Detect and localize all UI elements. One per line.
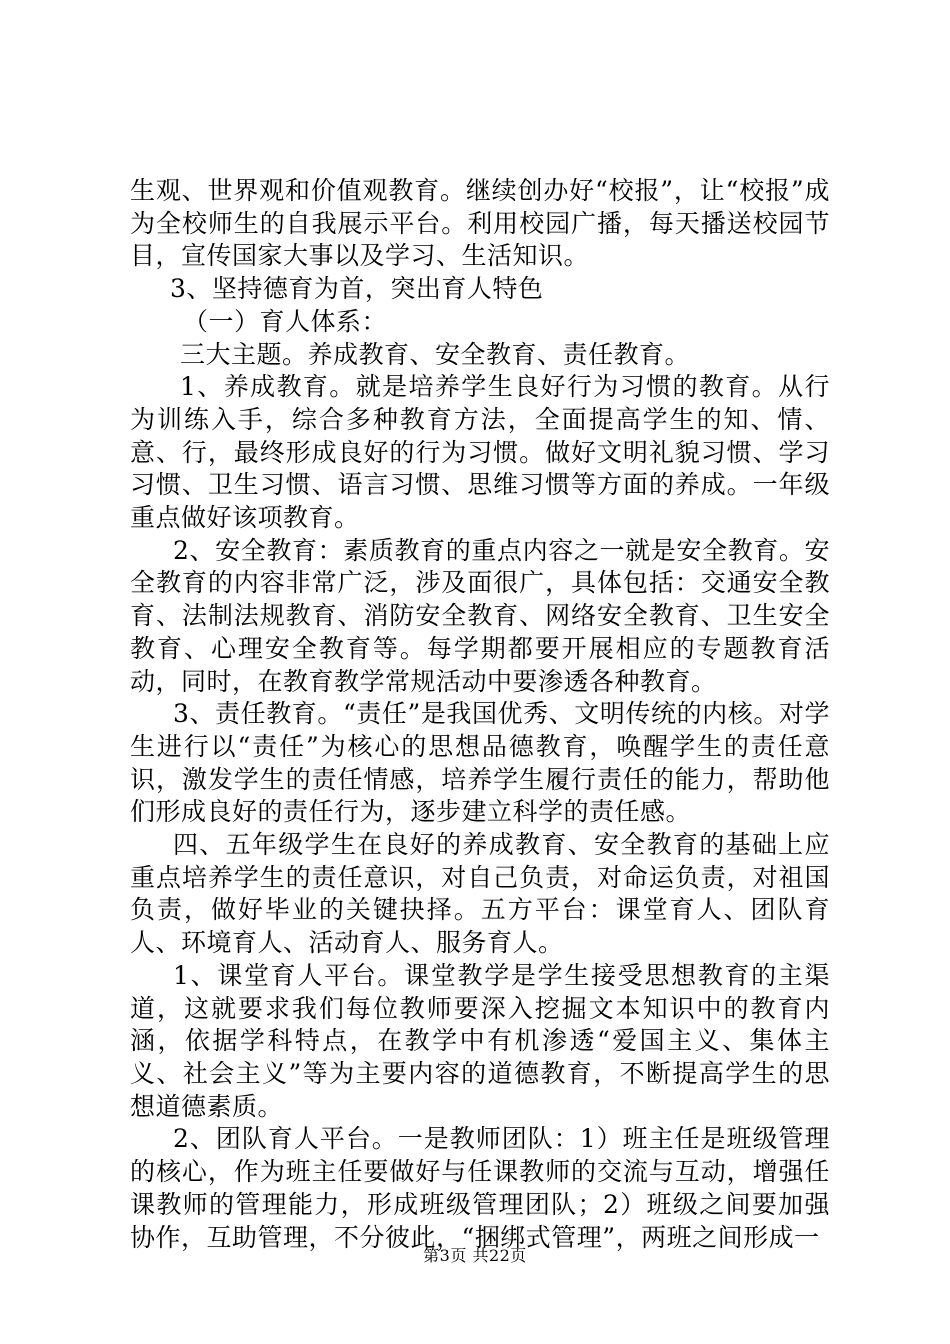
paragraph-safety-education: 2、安全教育：素质教育的重点内容之一就是安全教育。安全教育的内容非常广泛，涉及面很广，具体包括：交通安全教育、法制法规教育、消防安全教育、网络安全教育、卫生安全教育、心理安全教育等。每学期都要开展相应的专题教育活动，同时，在教育教学常规活动中要渗透各种教育。 <box>130 535 830 696</box>
paragraph-habit-education: 1、养成教育。就是培养学生良好行为习惯的教育。从行为训练入手，综合多种教育方法，全面提高学生的知、情、意、行，最终形成良好的行为习惯。做好文明礼貌习惯、学习习惯、卫生习惯、语言习惯、思维习惯等方面的养成。一年级重点做好该项教育。 <box>130 372 830 533</box>
paragraph-team-platform: 2、团队育人平台。一是教师团队：1）班主任是班级管理的核心，作为班主任要做好与任课教师的交流与互动，增强任课教师的管理能力，形成班级管理团队；2）班级之间要加强协作，互助管理，不分彼此，“捆绑式管理”，两班之间形成一 <box>130 1124 830 1252</box>
paragraph-three-themes: 三大主题。养成教育、安全教育、责任教育。 <box>180 339 691 369</box>
heading-moral-education: 3、坚持德育为首，突出育人特色 <box>170 274 544 304</box>
paragraph-grade-four-five: 四、五年级学生在良好的养成教育、安全教育的基础上应重点培养学生的责任意识，对自己负责，对命运负责，对祖国负责，做好毕业的关键抉择。五方平台：课堂育人、团队育人、环境育人、活动育人、服务育人。 <box>130 830 830 958</box>
paragraph-values-education: 生观、世界观和价值观教育。继续创办好“校报”，让“校报”成为全校师生的自我展示平台。利用校园广播，每天播送校园节目，宣传国家大事以及学习、生活知识。 <box>130 176 830 271</box>
paragraph-responsibility-education: 3、责任教育。“责任”是我国优秀、文明传统的内核。对学生进行以“责任”为核心的思想品德教育，唤醒学生的责任意识，激发学生的责任情感，培养学生履行责任的能力，帮助他们形成良好的责任行为，逐步建立科学的责任感。 <box>130 699 830 827</box>
document-body <box>130 175 830 1254</box>
heading-education-system: （一）育人体系： <box>183 306 388 336</box>
page-number-footer: 第3页 共22页 <box>423 1246 527 1265</box>
paragraph-classroom-platform: 1、课堂育人平台。课堂教学是学生接受思想教育的主渠道，这就要求我们每位教师要深入挖掘文本知识中的教育内涵，依据学科特点，在教学中有机渗透“爱国主义、集体主义、社会主义”等为主要内容的道德教育，不断提高学生的思想道德素质。 <box>130 960 830 1121</box>
